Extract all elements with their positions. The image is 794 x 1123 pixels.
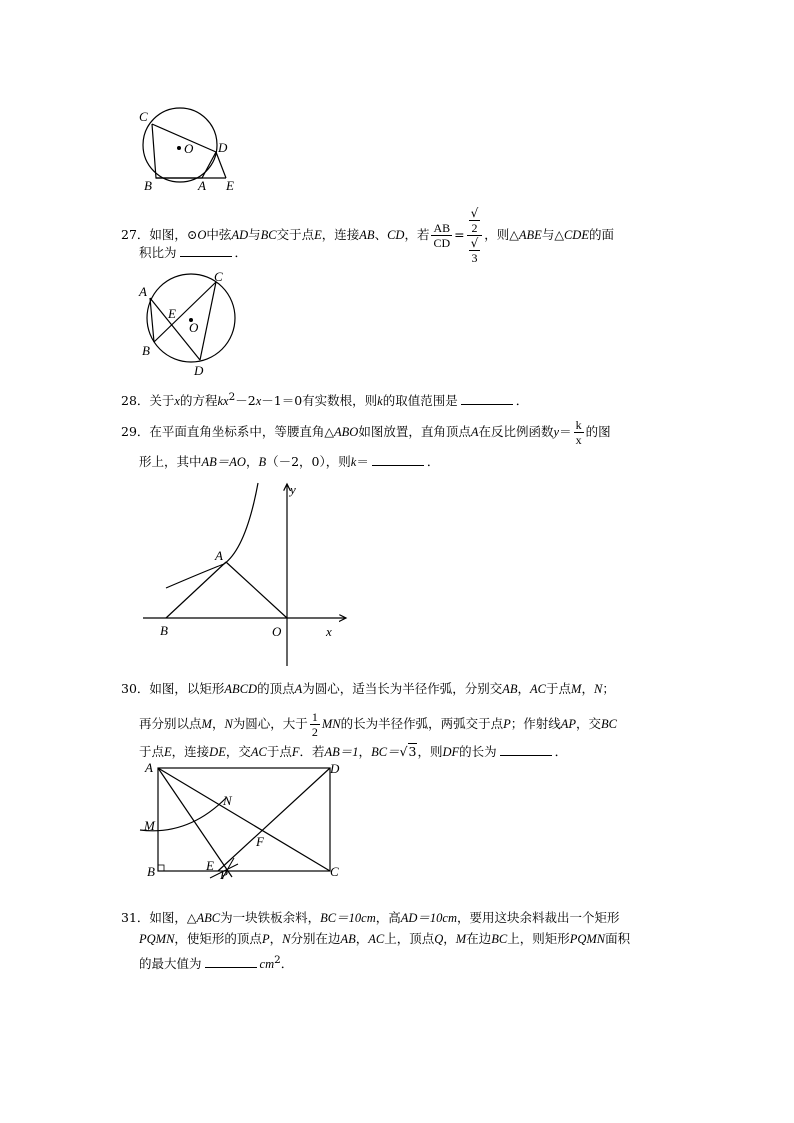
- label-B: B: [147, 864, 155, 879]
- text: BC＝: [371, 745, 400, 759]
- text: ，若: [404, 227, 430, 242]
- text: ，则: [417, 744, 443, 759]
- text: 关于: [149, 393, 175, 409]
- figure-27: [134, 268, 244, 378]
- denominator: x: [575, 433, 582, 447]
- label-N: N: [223, 793, 232, 808]
- text: cm: [259, 957, 275, 972]
- text: M: [455, 932, 467, 946]
- sqrt-icon: √: [399, 744, 408, 759]
- label-A: A: [139, 284, 147, 299]
- text: 为圆心，适当长为半径作弧，分别交: [302, 681, 503, 696]
- text: 在边: [466, 931, 492, 946]
- text: AC: [250, 745, 267, 759]
- text: 、: [374, 227, 388, 242]
- text: ABC: [196, 911, 221, 925]
- label-C: C: [139, 109, 148, 124]
- label-B: B: [144, 178, 152, 193]
- text: E: [164, 745, 172, 759]
- text: －2: [235, 393, 256, 409]
- text: cm: [361, 911, 376, 925]
- answer-blank[interactable]: [461, 392, 513, 405]
- label-P: P: [220, 867, 228, 880]
- text: =: [454, 227, 465, 242]
- text: 在反比例函数: [478, 424, 554, 439]
- question-31-line2: [139, 929, 630, 949]
- answer-blank[interactable]: [372, 453, 424, 466]
- figure-30-rectangle: [138, 758, 350, 880]
- text: PQMN: [569, 932, 606, 946]
- question-30: [121, 679, 615, 699]
- text: DE: [209, 745, 226, 759]
- text: （－2，0），则: [266, 454, 351, 469]
- label-F: F: [256, 834, 264, 849]
- label-O: O: [184, 141, 194, 156]
- question-30-line2: [139, 710, 617, 739]
- text: 的长为: [459, 744, 497, 759]
- text: y: [553, 425, 560, 439]
- text: M: [571, 682, 582, 696]
- text: 于点: [139, 744, 165, 759]
- text: ；作射线: [510, 716, 561, 731]
- text: 的最大值为: [139, 956, 202, 972]
- sqrt-icon: √: [470, 206, 479, 220]
- text: ．: [515, 393, 529, 409]
- text: ，: [443, 931, 456, 946]
- label-y: y: [290, 482, 296, 497]
- text: 的长为半径作弧，两弧交于点: [340, 716, 504, 731]
- denominator: 2: [311, 725, 318, 739]
- question-number: 30．: [121, 681, 150, 696]
- text: 与△: [541, 227, 564, 242]
- text: 如图，⊙: [149, 227, 198, 242]
- text: AC: [368, 932, 385, 946]
- text: k: [377, 394, 383, 409]
- text: AC: [530, 682, 547, 696]
- text: ．: [234, 245, 248, 260]
- label-B: B: [142, 343, 150, 358]
- text: 积比为: [139, 245, 177, 260]
- text: ，: [517, 681, 531, 696]
- text: kx: [217, 394, 229, 409]
- text: B: [258, 455, 267, 469]
- text: 上，顶点: [384, 931, 435, 946]
- text: 的图: [585, 424, 611, 439]
- text: 于点: [266, 744, 292, 759]
- text: AB: [359, 228, 375, 242]
- fraction-ab-cd: [431, 221, 452, 250]
- answer-blank[interactable]: [180, 244, 232, 257]
- text: ＝: [356, 454, 369, 469]
- answer-blank[interactable]: [500, 743, 552, 756]
- answer-blank[interactable]: [205, 955, 257, 968]
- text: ＝: [559, 424, 572, 439]
- text: ，: [211, 716, 225, 731]
- text: BC: [601, 717, 618, 731]
- text: ，: [358, 744, 372, 759]
- question-31: [121, 908, 620, 928]
- text: E: [314, 228, 322, 242]
- label-B: B: [160, 623, 168, 638]
- text: 与: [248, 227, 261, 242]
- question-28: [121, 387, 528, 411]
- text: A: [294, 682, 303, 696]
- text: 3: [408, 744, 417, 759]
- text: ，: [269, 931, 283, 946]
- text: ，交: [225, 744, 251, 759]
- text: F: [291, 745, 300, 759]
- question-number: 29．: [121, 424, 150, 439]
- label-D: D: [218, 140, 228, 155]
- text: ABE: [518, 228, 542, 242]
- text: ．若: [299, 744, 325, 759]
- text: 再分别以点: [139, 716, 202, 731]
- question-29-line2: [139, 452, 439, 472]
- fraction-k-x: [574, 418, 584, 447]
- text: MN: [321, 717, 341, 731]
- text: P: [261, 932, 270, 946]
- text: ，: [581, 681, 594, 696]
- text: 面积: [605, 931, 631, 946]
- text: 的顶点: [257, 681, 295, 696]
- label-x: x: [326, 624, 332, 639]
- text: ，: [245, 454, 259, 469]
- text: 如图放置，直角顶点: [358, 424, 471, 439]
- numerator: k: [575, 418, 582, 432]
- text: N: [224, 717, 233, 731]
- text: 形上，其中: [139, 454, 202, 469]
- label-A: A: [145, 760, 153, 775]
- text: N: [282, 932, 291, 946]
- text: AB＝1: [324, 745, 359, 759]
- superscript: 2: [274, 954, 281, 966]
- superscript: 2: [228, 391, 236, 403]
- label-O: O: [189, 320, 199, 335]
- text: 如图，以矩形: [149, 681, 225, 696]
- question-29: [121, 418, 611, 447]
- question-27-line2: [139, 243, 247, 263]
- text: N: [593, 682, 603, 696]
- question-number: 31．: [121, 910, 150, 925]
- label-E: E: [206, 858, 214, 873]
- text: ，连接: [171, 744, 210, 759]
- label-C: C: [214, 269, 223, 284]
- text: ，: [355, 931, 369, 946]
- label-D: D: [194, 363, 204, 378]
- text: ，则△: [484, 227, 519, 242]
- text: ABCD: [224, 682, 258, 696]
- text: ．: [554, 744, 568, 759]
- label-E: E: [226, 178, 234, 193]
- figure-circle-cdbae: [132, 100, 247, 195]
- text: ，使矩形的顶点: [174, 931, 262, 946]
- label-A: A: [198, 178, 206, 193]
- text: ，交: [576, 716, 602, 731]
- numerator: 1: [311, 710, 318, 724]
- fraction-half: [310, 710, 320, 739]
- figure-29-coordinate-plane: [138, 478, 353, 670]
- denominator: CD: [433, 236, 451, 250]
- text: BC: [491, 932, 508, 946]
- text: 为圆心，大于: [232, 716, 308, 731]
- label-D: D: [330, 761, 340, 776]
- text: AD＝10: [400, 911, 443, 925]
- text: ABO: [334, 425, 359, 439]
- text: AB＝AO: [201, 455, 246, 469]
- question-number: 28．: [121, 393, 150, 409]
- text: BC: [260, 228, 277, 242]
- text: 上，则矩形: [507, 931, 570, 946]
- text: x: [255, 394, 262, 409]
- text: M: [201, 717, 212, 731]
- text: ；: [602, 681, 615, 696]
- text: k: [350, 455, 357, 469]
- text: ，高: [375, 910, 401, 925]
- denominator: 3: [469, 250, 481, 265]
- label-A: A: [215, 548, 223, 563]
- text: 交于点: [276, 227, 315, 242]
- text: 的方程: [179, 393, 218, 409]
- text: 于点: [546, 681, 572, 696]
- text: －1＝0有实数根，则: [261, 393, 378, 409]
- text: 的面: [588, 227, 614, 242]
- sqrt-icon: √: [470, 236, 479, 250]
- text: CD: [387, 228, 405, 242]
- text: ．: [280, 956, 294, 972]
- text: 在平面直角坐标系中，等腰直角△: [149, 424, 335, 439]
- text: 为一块铁板余料，: [220, 910, 321, 925]
- text: x: [174, 394, 180, 409]
- label-O: O: [272, 624, 282, 639]
- text: A: [470, 425, 479, 439]
- text: DF: [442, 745, 460, 759]
- text: PQMN: [139, 932, 175, 946]
- text: 中弦: [206, 227, 232, 242]
- question-31-line3: [139, 950, 293, 974]
- label-C: C: [330, 864, 339, 879]
- text: ，连接: [321, 227, 360, 242]
- numerator: AB: [433, 221, 451, 235]
- text: cm: [442, 911, 457, 925]
- text: O: [197, 228, 207, 242]
- text: AP: [560, 717, 577, 731]
- label-E: E: [168, 306, 176, 321]
- question-number: 27．: [121, 227, 150, 242]
- text: CDE: [563, 228, 589, 242]
- text: P: [503, 717, 511, 731]
- text: 如图，△: [149, 910, 197, 925]
- text: Q: [434, 932, 444, 946]
- text: 分别在边: [290, 931, 341, 946]
- text: ，要用这块余料裁出一个矩形: [456, 910, 620, 925]
- text: ．: [426, 454, 440, 469]
- numerator: 2: [469, 220, 481, 235]
- text: AD: [231, 228, 249, 242]
- text: BC＝10: [320, 911, 362, 925]
- text: AB: [340, 932, 356, 946]
- fraction-sqrt: [467, 206, 483, 265]
- label-M: M: [144, 818, 155, 833]
- text: AB: [502, 682, 518, 696]
- text: 的取值范围是: [382, 393, 458, 409]
